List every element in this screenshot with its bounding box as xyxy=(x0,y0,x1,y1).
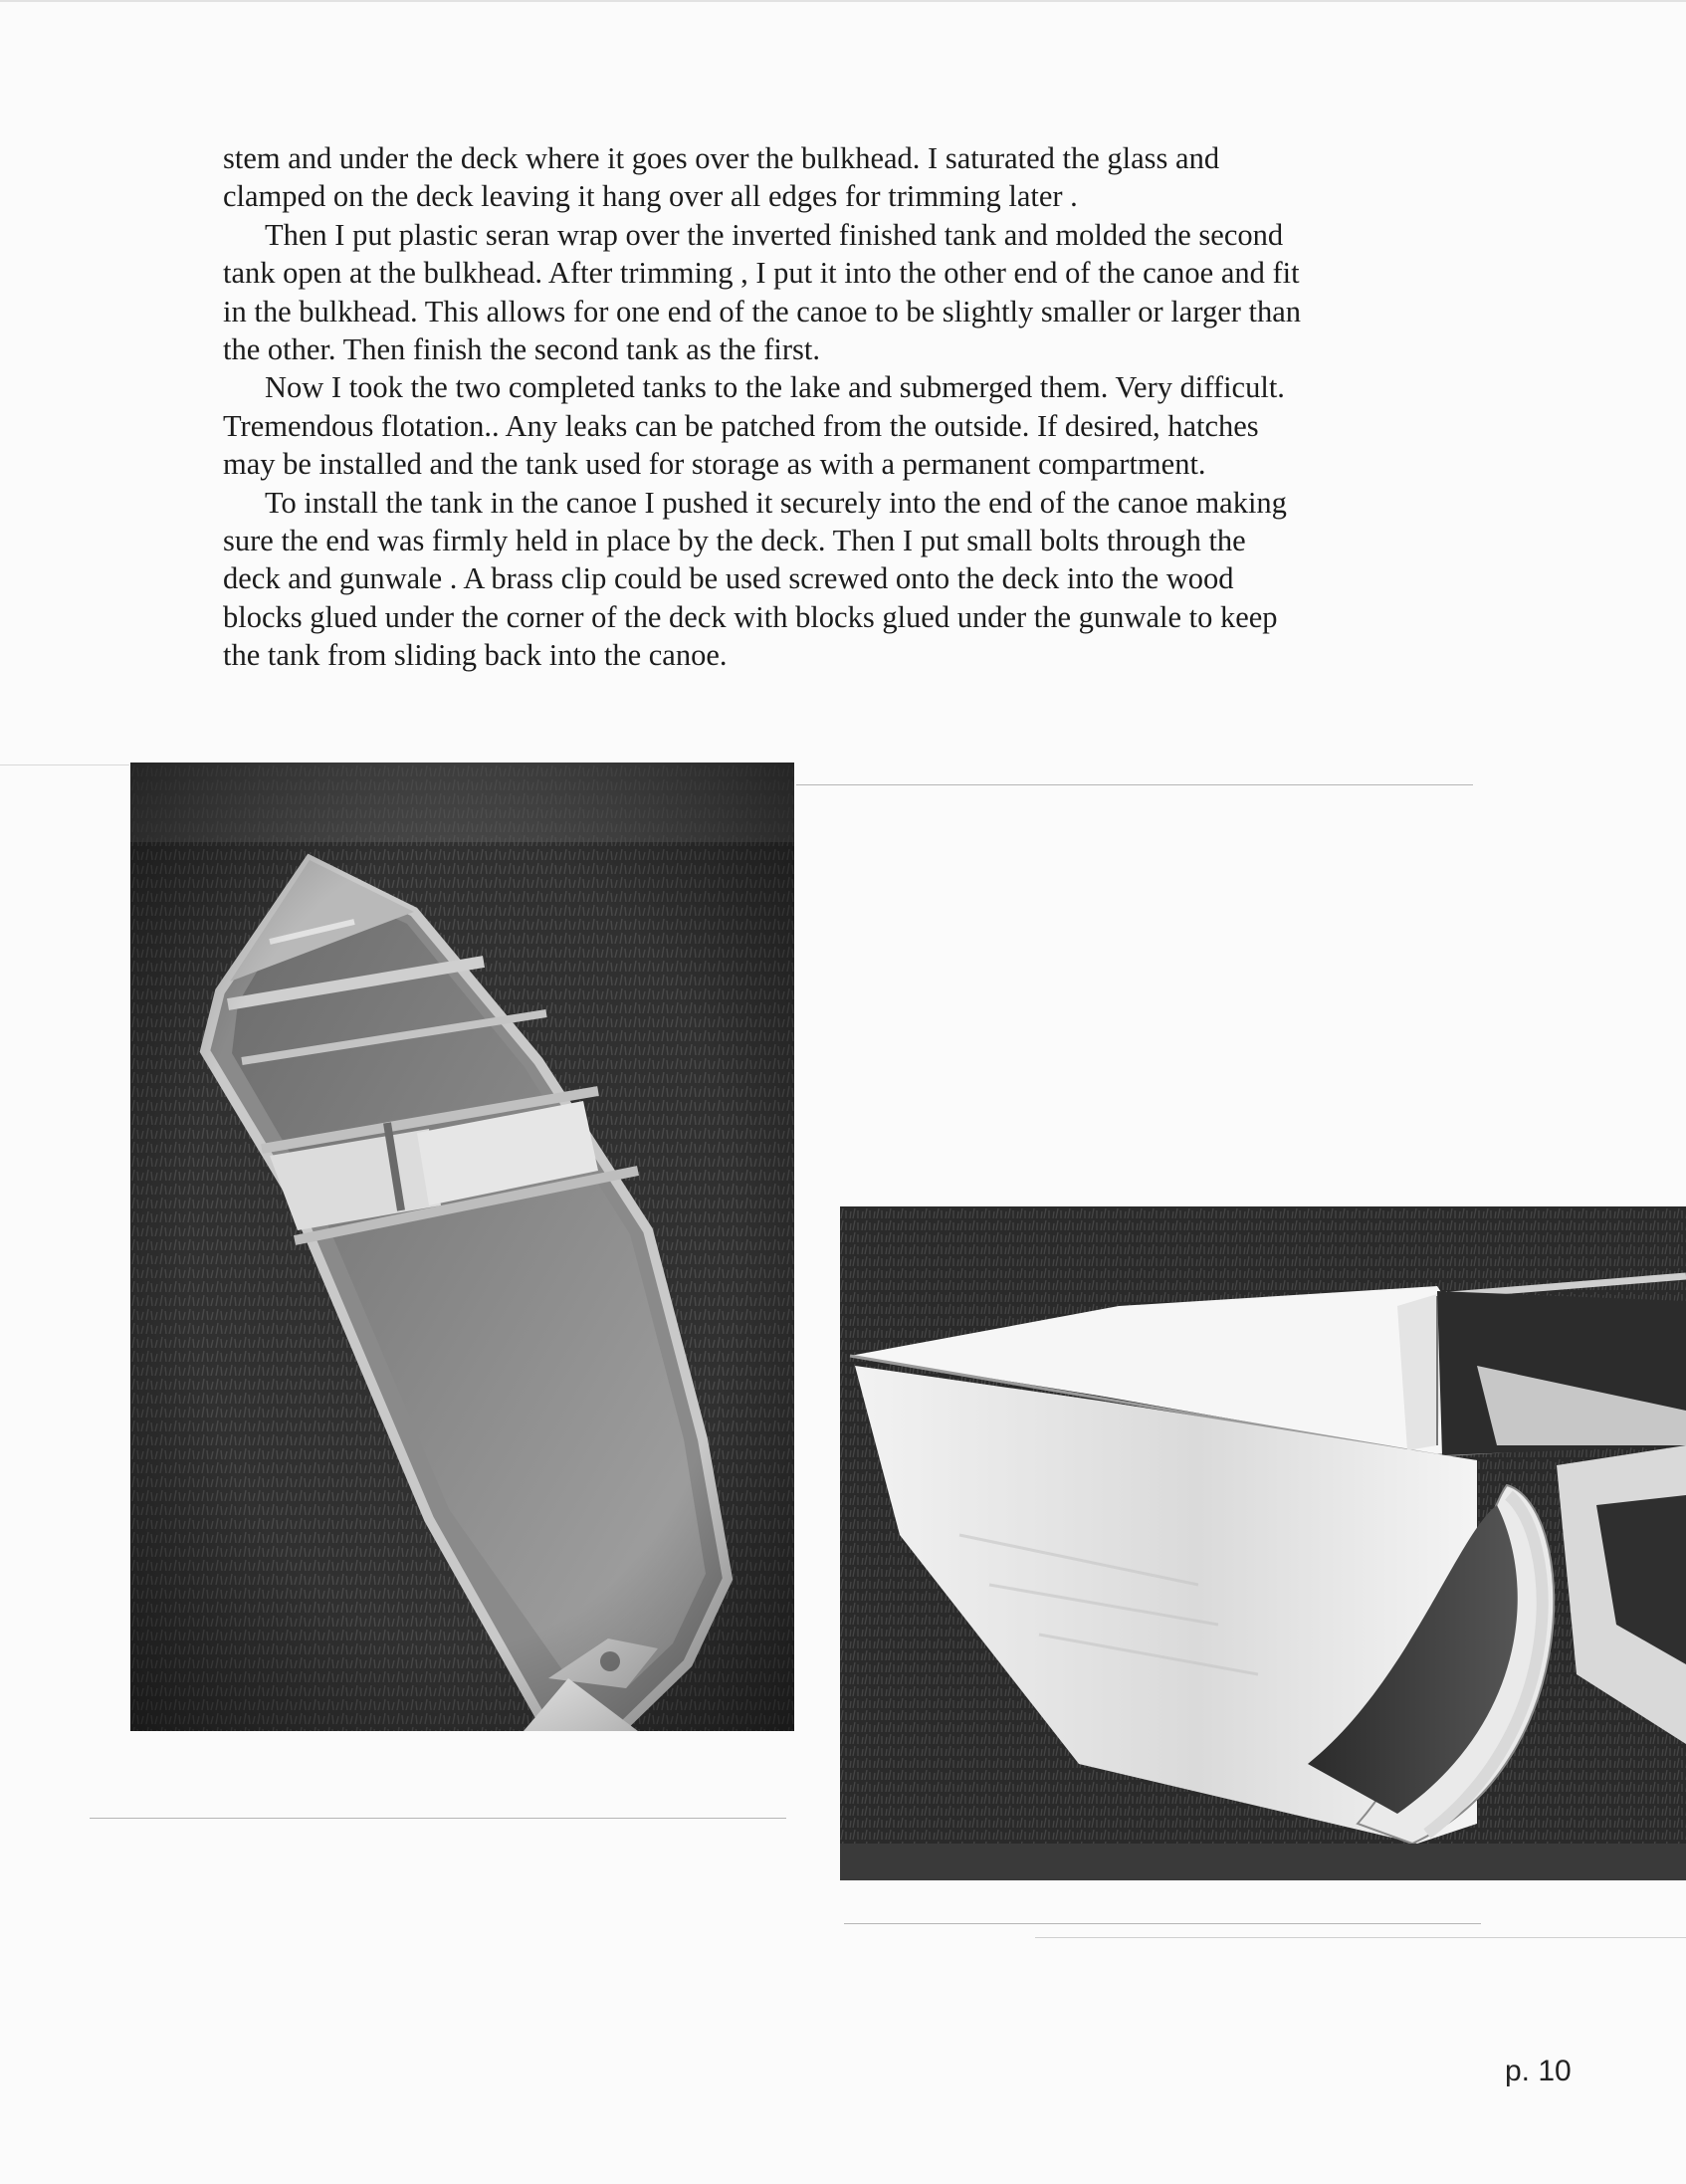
paragraph-4-line-3: deck and gunwale . A brass clip could be used screwed onto the deck into the wood xyxy=(223,561,1234,596)
body-text xyxy=(223,139,1447,675)
paragraph-4-line-5: the tank from sliding back into the canoe. xyxy=(223,638,728,673)
page-number: p. 10 xyxy=(1505,2055,1572,2087)
scan-edge-line xyxy=(796,784,1473,785)
paragraph-1-line-1: stem and under the deck where it goes over the bulkhead. I saturated the glass and xyxy=(223,141,1220,175)
page-edge xyxy=(0,0,1686,2)
paragraph-2-line-3: in the bulkhead. This allows for one end of the canoe to be slightly smaller or larger than xyxy=(223,294,1302,328)
canoe-illustration xyxy=(130,763,794,1731)
tank-photo xyxy=(840,1206,1686,1880)
paragraph-3-line-2: Tremendous flotation.. Any leaks can be patched from the outside. If desired, hatches xyxy=(223,408,1259,443)
paragraph-4-line-1: To install the tank in the canoe I pushed it securely into the end of the canoe making xyxy=(265,485,1287,520)
paragraph-3-line-1: Now I took the two completed tanks to the lake and submerged them. Very difficult. xyxy=(265,370,1285,405)
paragraph-2-line-4: the other. Then finish the second tank as the first. xyxy=(223,332,820,367)
canoe-photo xyxy=(130,763,794,1731)
scan-edge-line xyxy=(844,1923,1481,1924)
paragraph-2-line-1: Then I put plastic seran wrap over the inverted finished tank and molded the second xyxy=(265,217,1284,252)
scan-edge-line xyxy=(0,764,129,765)
paragraph-1-line-2: clamped on the deck leaving it hang over all edges for trimming later . xyxy=(223,179,1078,214)
tank-illustration xyxy=(840,1206,1686,1880)
scan-edge-line xyxy=(90,1818,786,1819)
paragraph-4-line-2: sure the end was firmly held in place by the deck. Then I put small bolts through the xyxy=(223,524,1246,558)
paragraph-2-line-2: tank open at the bulkhead. After trimming , I put it into the other end of the canoe and fit xyxy=(223,256,1300,291)
paragraph-4-line-4: blocks glued under the corner of the deck with blocks glued under the gunwale to keep xyxy=(223,599,1278,634)
scan-edge-line xyxy=(1035,1937,1686,1938)
paragraph-3-line-3: may be installed and the tank used for storage as with a permanent compartment. xyxy=(223,447,1206,482)
